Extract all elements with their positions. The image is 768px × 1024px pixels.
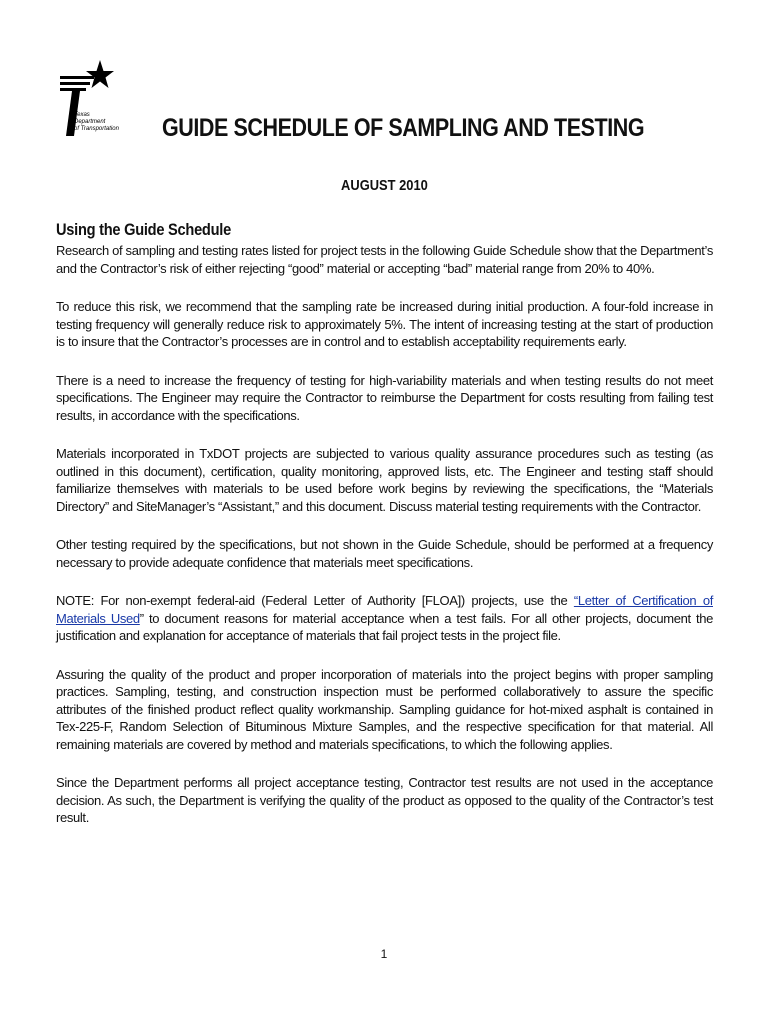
- letter-of-certification-link[interactable]: “Letter of Certification of Materials Used: [56, 593, 713, 626]
- section-title: Using the Guide Schedule: [56, 220, 231, 239]
- logo-line-2: Department: [74, 119, 106, 125]
- paragraph-6: [56, 592, 713, 645]
- page-title: GUIDE SCHEDULE OF SAMPLING AND TESTING: [162, 114, 645, 142]
- paragraph-2: To reduce this risk, we recommend that the sampling rate be increased during initial production. A four-fold increase in testing frequency will generally reduce risk to approximately 5%. The intent of increasing testing at the start of production is to insure that the Contractor’s processes are in control and to establish acceptability requirements early.: [56, 299, 713, 349]
- paragraph-7: Assuring the quality of the product and proper incorporation of materials into the project begins with proper sampling practices. Sampling, testing, and construction inspection must be performed collaboratively to assure the specific attributes of the finished product reflect quality workmanship. Sampling guidance for hot-mixed asphalt is contained in Tex-225-F, Random Selection of Bituminous Mixture Samples, and the respective specification for that material. All remaining materials are covered by method and materials specifications, to which the following applies.: [56, 666, 713, 752]
- paragraph-1: Research of sampling and testing rates listed for project tests in the following Guide Schedule show that the Department’s and the Contractor’s risk of either rejecting “good” material or accepting “bad” material range from 20% to 40%.: [56, 243, 713, 276]
- document-date: [0, 177, 768, 194]
- logo-line-1: Texas: [74, 112, 90, 118]
- main-content: [56, 220, 713, 848]
- paragraph-6-end: ” to document reasons for material acceptance when a test fails. For all other projects, document the justification and explanation for acceptance of materials that fail project tests in the project file.: [56, 610, 713, 643]
- paragraph-8: Since the Department performs all project acceptance testing, Contractor test results are not used in the acceptance decision. As such, the Department is verifying the quality of the product as opposed to the quality of the Contractor’s test result.: [56, 775, 713, 825]
- paragraph-4: Materials incorporated in TxDOT projects are subjected to various quality assurance procedures such as testing (as outlined in this document), certification, quality monitoring, approved lists, etc. The Engineer and testing staff should familiarize themselves with materials to be used before work begins by reviewing the specifications, the “Materials Directory” and SiteManager’s “Assistant,” and this document. Discuss material testing requirements with the Contractor.: [56, 446, 713, 514]
- logo-line-3: of Transportation: [74, 126, 119, 132]
- logo-text: [74, 112, 124, 133]
- document-date-text: AUGUST 2010: [340, 177, 428, 194]
- page-number: 1: [380, 947, 388, 961]
- paragraph-6-start: NOTE: For non-exempt federal-aid (Federal Letter of Authority [FLOA]) projects, use the: [56, 593, 574, 608]
- paragraph-5: Other testing required by the specifications, but not shown in the Guide Schedule, should be performed at a frequency necessary to provide adequate confidence that materials meet specifications.: [56, 537, 713, 570]
- paragraph-3: There is a need to increase the frequency of testing for high-variability materials and when testing results do not meet specifications. The Engineer may require the Contractor to reimburse the Department for costs resulting from failing test results, in accordance with the specifications.: [56, 372, 713, 423]
